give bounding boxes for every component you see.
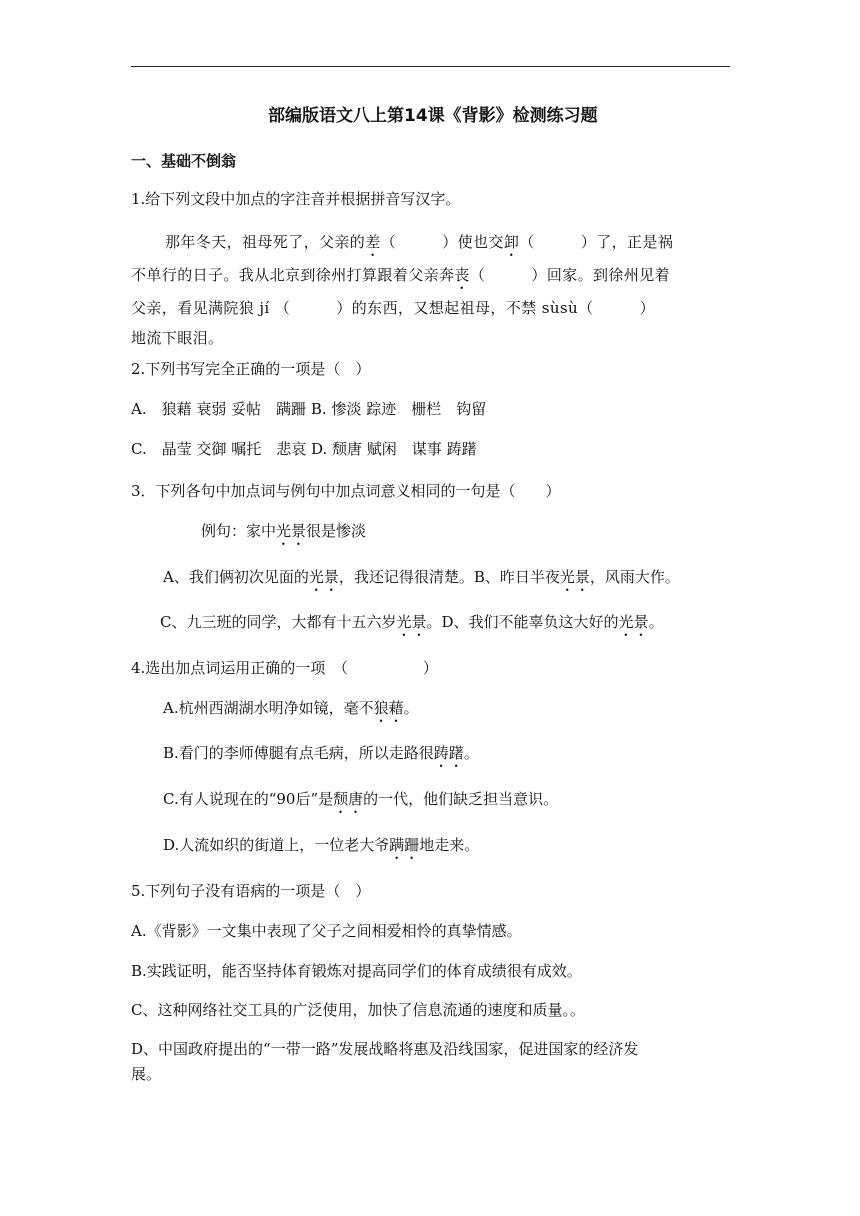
q2-prompt: 2.下列书写完全正确的一项是（ ） <box>131 360 371 378</box>
q5-option-b: B.实践证明，能否坚持体育锻炼对提高同学们的体育成绩很有成效。 <box>131 962 582 980</box>
q3-text: 例句：家中 <box>201 522 277 540</box>
header-rule <box>131 66 730 67</box>
q1-text: （ ）回家。到徐州见着 <box>469 266 671 284</box>
q1-text: 父亲，看见满院狼 jí （ ）的东西，又想起祖母，不禁 sùsù（ ） <box>131 299 656 317</box>
q4-text: C.有人说现在的“90后”是 <box>163 790 334 808</box>
q1-text: 那年冬天，祖母死了，父亲的 <box>165 233 366 251</box>
q3-dotted-word: 光景 <box>308 568 339 586</box>
q4-text: B.看门的李师傅腿有点毛病，所以走路很 <box>163 744 434 762</box>
q4-option-a <box>163 698 419 726</box>
q5-option-d: D、中国政府提出的“一带一路”发展战略将惠及沿线国家，促进国家的经济发 <box>131 1040 639 1058</box>
q4-dotted-word: 踌躇 <box>433 744 464 762</box>
q3-dotted-word: 光景 <box>559 568 590 586</box>
q3-dotted-word: 光景 <box>618 613 649 631</box>
q2-options-cd: C. 晶莹 交御 嘱托 悲哀 D. 颓唐 赋闲 谋事 踌躇 <box>131 440 477 458</box>
q3-text: C、九三班的同学，大都有十五六岁 <box>160 613 397 631</box>
q5-option-c: C、这种网络社交工具的广泛使用，加快了信息流通的速度和质量。。 <box>131 1001 585 1019</box>
q4-option-c <box>163 789 558 817</box>
section-heading: 一、基础不倒翁 <box>131 152 237 170</box>
q3-options-ab <box>163 567 680 595</box>
q4-dotted-word: 狼藉 <box>373 699 404 717</box>
q1-dotted-char: 差 <box>365 233 381 251</box>
q1-dotted-char: 丧 <box>454 266 470 284</box>
q5-option-d-cont: 展。 <box>131 1065 162 1083</box>
q1-passage <box>131 227 731 353</box>
q4-dotted-word: 颓唐 <box>333 790 364 808</box>
q1-text: （ ）使也交 <box>380 233 504 251</box>
page-title: 部编版语文八上第14课《背影》检测练习题 <box>268 106 598 126</box>
q3-text: ，我还记得很清楚。 <box>338 568 474 586</box>
q4-option-d <box>163 835 479 863</box>
q4-text: A.杭州西湖湖水明净如镜，毫不 <box>163 699 374 717</box>
q3-text: 。 <box>426 613 442 631</box>
q3-dotted-word: 光景 <box>276 522 307 540</box>
q3-text: B、昨日半夜 <box>473 568 560 586</box>
q3-prompt: 3．下列各句中加点词与例句中加点词意义相同的一句是（ ） <box>131 482 561 500</box>
q5-prompt: 5.下列句子没有语病的一项是（ ） <box>131 882 371 900</box>
q3-example <box>201 521 366 549</box>
q1-dotted-char: 卸 <box>503 233 520 251</box>
q4-text: 的一代，他们缺乏担当意识。 <box>363 790 559 808</box>
q2-options-ab: A. 狼藉 衰弱 妥帖 蹒跚 B. 惨淡 踪迹 栅栏 钩留 <box>131 400 487 418</box>
q1-prompt: 1.给下列文段中加点的字注音并根据拼音写汉字。 <box>131 190 461 208</box>
q3-text: A、我们俩初次见面的 <box>163 568 309 586</box>
q4-option-b <box>163 743 479 771</box>
q3-dotted-word: 光景 <box>396 613 427 631</box>
q4-prompt: 4.选出加点词运用正确的一项 （ ） <box>131 659 438 677</box>
q3-text: 。 <box>648 613 664 631</box>
q4-text: 。 <box>403 699 419 717</box>
q4-text: D.人流如织的街道上，一位老大爷 <box>163 836 390 854</box>
q3-text: ，风雨大作。 <box>589 568 680 586</box>
q3-text: 很是惨淡 <box>306 522 367 540</box>
q3-options-cd <box>160 612 664 640</box>
q1-text: 地流下眼泪。 <box>131 329 224 347</box>
q4-text: 地走来。 <box>419 836 480 854</box>
q1-text: （ ）了，正是祸 <box>519 233 674 251</box>
q4-text: 。 <box>463 744 479 762</box>
q1-text: 不单行的日子。我从北京到徐州打算跟着父亲奔 <box>131 266 455 284</box>
q3-text: D、我们不能辜负这大好的 <box>441 613 619 631</box>
q4-dotted-word: 蹒跚 <box>389 836 420 854</box>
q5-option-a: A.《背影》一文集中表现了父子之间相爱相怜的真挚情感。 <box>131 922 522 940</box>
